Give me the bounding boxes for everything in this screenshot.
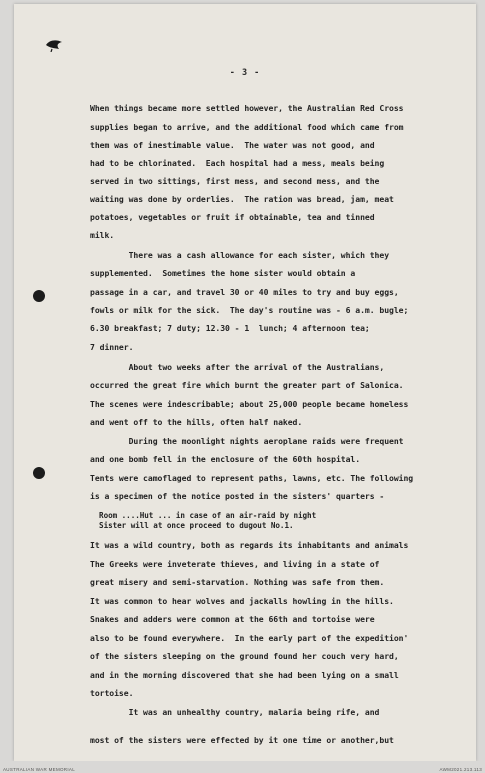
text-line: It was a wild country, both as regards its inhabitants and animals [90,540,409,550]
text-line: and went off to the hills, often half naked. [90,417,303,427]
text-line: Snakes and adders were common at the 66th and tortoise were [90,614,375,624]
text-line: waiting was done by orderlies. The ration was bread, jam, meat [90,194,394,204]
text-line: Sister will at once proceed to dugout No.1. [90,521,294,530]
text-line: About two weeks after the arrival of the Australians, [90,362,385,372]
archive-footer [0,761,485,773]
ink-mark-icon [44,36,66,52]
text-line: most of the sisters were effected by it one time or another,but [90,735,394,745]
text-line: passage in a car, and travel 30 or 40 miles to try and buy eggs, [90,287,399,297]
text-line: Room ....Hut ... in case of an air-raid by night [90,511,317,520]
footer-source: AUSTRALIAN WAR MEMORIAL [3,767,75,772]
text-line: fowls or milk for the sick. The day's routine was - 6 a.m. bugle; [90,305,409,315]
text-line: great misery and semi-starvation. Nothing was safe from them. [90,577,385,587]
text-line: and in the morning discovered that she had been lying on a small [90,670,399,680]
text-line: supplemented. Sometimes the home sister would obtain a [90,268,356,278]
text-line: When things became more settled however, the Australian Red Cross [90,103,404,113]
text-line: milk. [90,230,115,240]
text-line: and one bomb fell in the enclosure of the 60th hospital. [90,454,361,464]
text-line: tortoise. [90,688,134,698]
text-line: is a specimen of the notice posted in the sisters' quarters - [90,491,385,501]
page-number: - 3 - [229,68,261,78]
text-line: It was an unhealthy country, malaria being rife, and [90,707,380,717]
text-line: During the moonlight nights aeroplane raids were frequent [90,436,404,446]
text-line: had to be chlorinated. Each hospital had a mess, meals being [90,158,385,168]
text-line: Tents were camoflaged to represent paths, lawns, etc. The following [90,473,414,483]
text-line: The scenes were indescribable; about 25,000 people became homeless [90,399,409,409]
punch-hole-icon [33,467,45,479]
text-line: There was a cash allowance for each sister, which they [90,250,390,260]
text-line: of the sisters sleeping on the ground found her couch very hard, [90,651,399,661]
text-line: them was of inestimable value. The water was not good, and [90,140,375,150]
punch-hole-icon [33,290,45,302]
text-line: occurred the great fire which burnt the greater part of Salonica. [90,380,404,390]
text-line: served in two sittings, first mess, and second mess, and the [90,176,380,186]
text-line: supplies began to arrive, and the additional food which came from [90,122,404,132]
text-line: potatoes, vegetables or fruit if obtainable, tea and tinned [90,212,375,222]
footer-reference: AWM2021.213.113 [439,767,482,772]
text-line: also to be found everywhere. In the early part of the expedition' [90,633,409,643]
text-line: It was common to hear wolves and jackalls howling in the hills. [90,596,394,606]
text-line: 6.30 breakfast; 7 duty; 12.30 - 1 lunch; 4 afternoon tea; [90,323,370,333]
text-line: 7 dinner. [90,342,134,352]
text-line: The Greeks were inveterate thieves, and living in a state of [90,559,380,569]
